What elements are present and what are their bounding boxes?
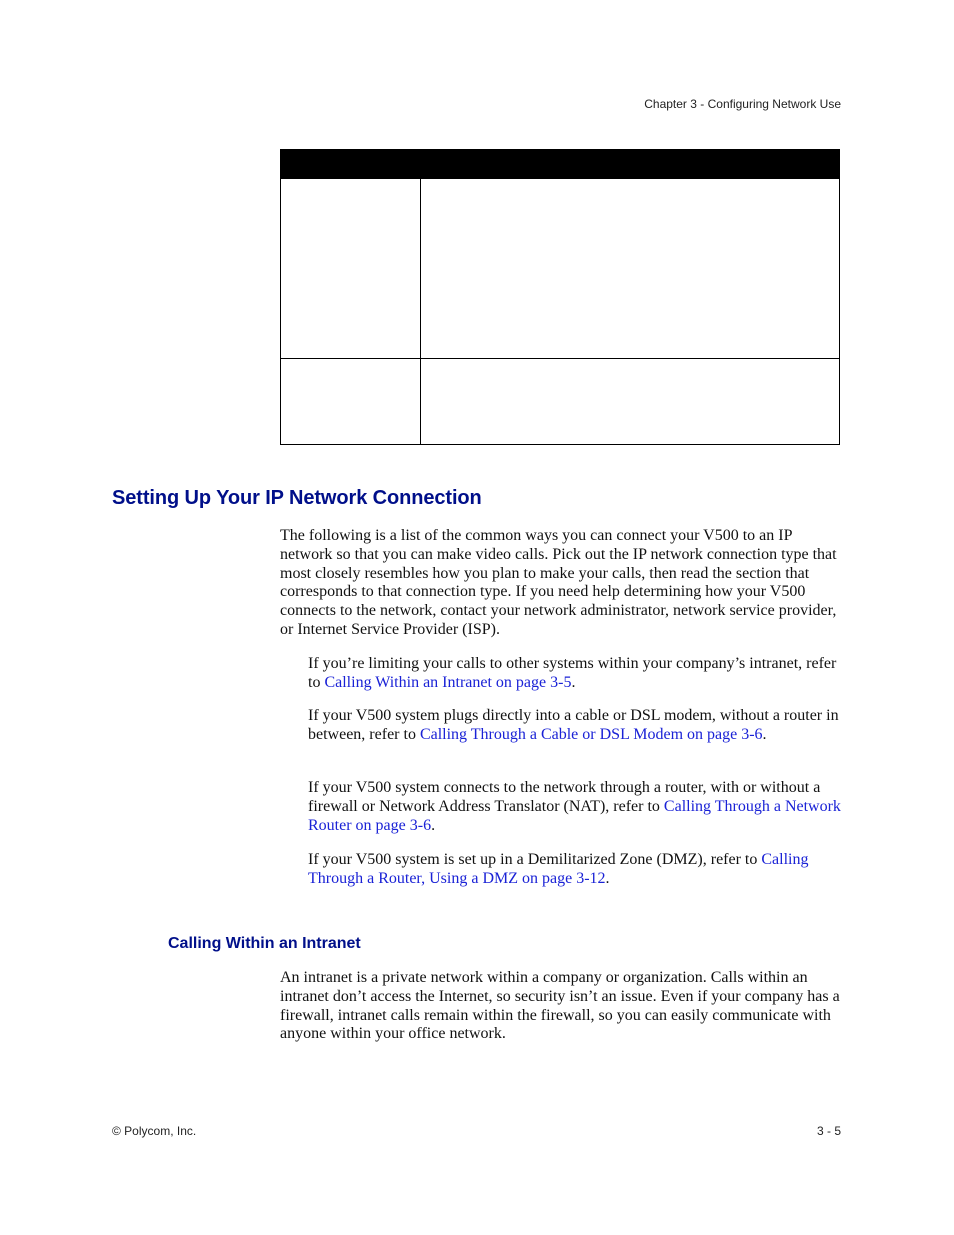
list-item <box>308 779 842 835</box>
list-item-text: If your V500 system connects to the network through a router, with or without a firewall or Network Address Translator (NAT), refer to <box>308 779 821 815</box>
cross-reference-link[interactable]: Calling Through a Network Router on page 3-6 <box>308 797 841 834</box>
list-item <box>308 851 842 889</box>
list-item-text: If your V500 system is set up in a Demilitarized Zone (DMZ), refer to <box>308 851 762 868</box>
cross-reference-link[interactable]: Calling Through a Router, Using a DMZ on page 3-12 <box>308 851 809 887</box>
list-item-end: . <box>571 673 576 691</box>
list-item-text: If your V500 system plugs directly into a cable or DSL modem, without a router in between, refer to <box>308 707 839 743</box>
list-item <box>308 655 842 693</box>
list-item-text: If you’re limiting your calls to other systems within your company’s intranet, refer to <box>308 655 837 691</box>
section-heading: Setting Up Your IP Network Connection <box>112 487 482 509</box>
table-row-divider <box>281 358 839 359</box>
intranet-paragraph: An intranet is a private network within a company or organization. Calls within an intranet don’t access the Internet, so security isn’t an issue. Even if your company has a firewall, intranet calls remain within the firewall, so you can easily communicate with anyone within your office network. <box>280 969 840 1043</box>
cross-reference-link[interactable]: Calling Within an Intranet on page 3-5 <box>324 673 572 691</box>
list-item-end: . <box>605 869 610 887</box>
continued-table <box>280 149 840 445</box>
table-column-divider <box>420 179 421 444</box>
running-header: Chapter 3 - Configuring Network Use <box>644 97 841 111</box>
intro-paragraph: The following is a list of the common ways you can connect your V500 to an IP network so that you can make video calls. Pick out the IP network connection type that most closely resembles how you plan to make your calls, then read the section that corresponds to that connection type. If you need help determining how your V500 connects to the network, contact your network administrator, network service provider, or Internet Service Provider (ISP). <box>280 527 837 638</box>
list-item-end: . <box>762 725 767 743</box>
list-item-end: . <box>431 816 436 834</box>
subsection-heading: Calling Within an Intranet <box>168 935 361 952</box>
cross-reference-link[interactable]: Calling Through a Cable or DSL Modem on page 3-6 <box>419 725 763 743</box>
table-header-bar <box>281 150 839 179</box>
list-item <box>308 707 842 745</box>
footer-copyright: © Polycom, Inc. <box>112 1124 197 1138</box>
footer-page-number: 3 - 5 <box>816 1124 841 1138</box>
